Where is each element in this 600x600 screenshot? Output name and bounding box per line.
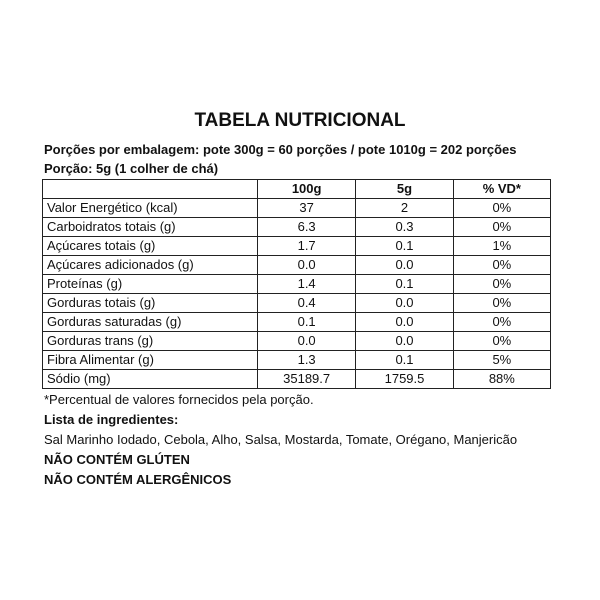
ingredients-title: Lista de ingredientes: xyxy=(44,412,179,427)
table-header-row xyxy=(43,180,551,199)
portion-size: Porção: 5g (1 colher de chá) xyxy=(44,161,219,176)
value-100g: 0.4 xyxy=(258,294,356,313)
nutrient-name: Valor Energético (kcal) xyxy=(43,199,258,218)
value-vd: 5% xyxy=(453,351,550,370)
header-100g: 100g xyxy=(258,180,356,199)
nutrient-name: Carboidratos totais (g) xyxy=(43,218,258,237)
table-row xyxy=(43,199,551,218)
value-5g: 0.0 xyxy=(356,294,453,313)
value-5g: 0.1 xyxy=(356,237,453,256)
gluten-warning: NÃO CONTÉM GLÚTEN xyxy=(44,452,190,467)
value-vd: 0% xyxy=(453,256,550,275)
value-5g: 0.1 xyxy=(356,275,453,294)
value-5g: 0.0 xyxy=(356,332,453,351)
table-row xyxy=(43,294,551,313)
value-100g: 6.3 xyxy=(258,218,356,237)
nutrient-name: Proteínas (g) xyxy=(43,275,258,294)
ingredients-list: Sal Marinho Iodado, Cebola, Alho, Salsa, Mostarda, Tomate, Orégano, Manjericão xyxy=(44,432,518,447)
portions-per-package: Porções por embalagem: pote 300g = 60 porções / pote 1010g = 202 porções xyxy=(44,142,517,157)
value-100g: 0.1 xyxy=(258,313,356,332)
nutrient-name: Gorduras trans (g) xyxy=(43,332,258,351)
value-100g: 0.0 xyxy=(258,332,356,351)
value-vd: 0% xyxy=(453,275,550,294)
value-100g: 37 xyxy=(258,199,356,218)
value-100g: 0.0 xyxy=(258,256,356,275)
table-row xyxy=(43,237,551,256)
allergen-warning: NÃO CONTÉM ALERGÊNICOS xyxy=(44,472,232,487)
nutrient-name: Açúcares adicionados (g) xyxy=(43,256,258,275)
value-5g: 0.1 xyxy=(356,351,453,370)
table-row xyxy=(43,275,551,294)
table-row xyxy=(43,313,551,332)
table-row xyxy=(43,256,551,275)
table-row xyxy=(43,370,551,389)
value-5g: 0.0 xyxy=(356,313,453,332)
label-title: TABELA NUTRICIONAL xyxy=(194,110,406,131)
nutrient-name: Fibra Alimentar (g) xyxy=(43,351,258,370)
header-5g: 5g xyxy=(356,180,453,199)
table-row xyxy=(43,332,551,351)
value-5g: 0.0 xyxy=(356,256,453,275)
value-vd: 0% xyxy=(453,313,550,332)
value-vd: 0% xyxy=(453,218,550,237)
nutrition-table xyxy=(42,179,551,389)
value-vd: 0% xyxy=(453,294,550,313)
value-5g: 0.3 xyxy=(356,218,453,237)
value-100g: 1.4 xyxy=(258,275,356,294)
value-vd: 1% xyxy=(453,237,550,256)
vd-footnote: *Percentual de valores fornecidos pela porção. xyxy=(44,392,314,407)
value-vd: 0% xyxy=(453,332,550,351)
nutrient-name: Sódio (mg) xyxy=(43,370,258,389)
table-row xyxy=(43,218,551,237)
value-vd: 0% xyxy=(453,199,550,218)
nutrition-label xyxy=(40,110,560,490)
table-row xyxy=(43,351,551,370)
value-100g: 1.7 xyxy=(258,237,356,256)
value-100g: 35189.7 xyxy=(258,370,356,389)
nutrient-name: Gorduras totais (g) xyxy=(43,294,258,313)
value-5g: 1759.5 xyxy=(356,370,453,389)
nutrient-name: Gorduras saturadas (g) xyxy=(43,313,258,332)
value-vd: 88% xyxy=(453,370,550,389)
header-nutrient xyxy=(43,180,258,199)
value-5g: 2 xyxy=(356,199,453,218)
header-vd: % VD* xyxy=(453,180,550,199)
nutrient-name: Açúcares totais (g) xyxy=(43,237,258,256)
value-100g: 1.3 xyxy=(258,351,356,370)
